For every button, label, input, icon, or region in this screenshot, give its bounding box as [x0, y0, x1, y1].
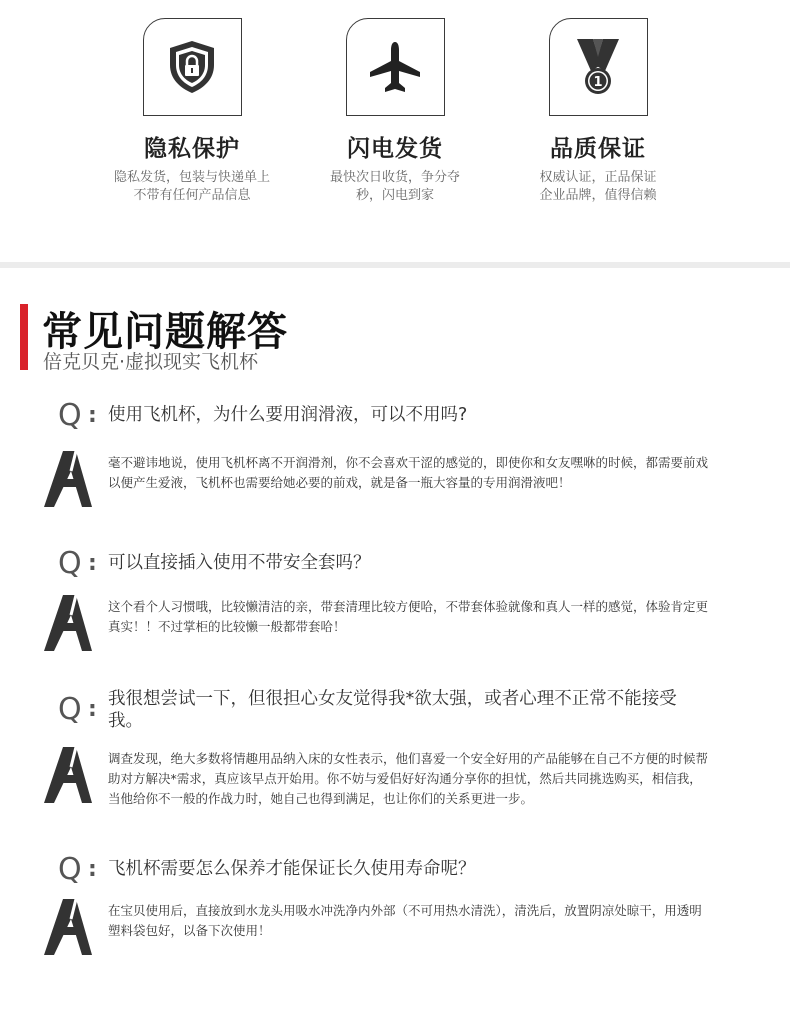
question-mark-label: Q	[58, 852, 82, 887]
feature-quality	[498, 18, 698, 205]
answer-a-icon	[44, 897, 92, 955]
feature-desc: 隐私发货，包装与快递单上 不带有任何产品信息	[113, 170, 270, 203]
feature-desc: 最快次日收货，争分夺 秒，闪电到家	[329, 170, 460, 203]
svg-text:1: 1	[593, 75, 603, 90]
question-colon: :	[88, 551, 97, 576]
question-colon: :	[88, 857, 97, 882]
feature-privacy	[92, 18, 292, 205]
question-mark-label: Q	[58, 692, 82, 727]
feature-title: 隐私保护	[144, 136, 240, 162]
answer-a-icon	[44, 593, 92, 651]
question-mark-label: Q	[58, 398, 82, 433]
answer-text: 毫不避讳地说，使用飞机杯离不开润滑剂，你不会喜欢干涩的感觉的，即使你和女友嘿咻的时候，都需要前戏以便产生爱液，飞机杯也需要给她必要的前戏，就是备一瓶大容量的专用润滑液吧！	[108, 455, 709, 490]
feature-icon-box	[143, 18, 242, 116]
answer-a-icon	[44, 745, 92, 803]
feature-desc: 权威认证，正品保证 企业品牌，值得信赖	[539, 170, 657, 203]
question-text: 使用飞机杯，为什么要用润滑液，可以不用吗?	[108, 405, 468, 425]
answer-a-icon	[44, 449, 92, 507]
question-colon: :	[88, 697, 97, 722]
answer-text: 调查发现，绝大多数将情趣用品纳入床的女性表示，他们喜爱一个安全好用的产品能够在自己不方便的时候帮助对方解决*需求，真应该早点开始用。你不妨与爱侣好好沟通分享你的担忧，然后共同挑选购买，相信我，当他给你不一般的作战力时，她自己也得到满足，也让你们的关系更进一步。	[108, 751, 709, 806]
feature-icon-box	[549, 18, 648, 116]
feature-title: 品质保证	[550, 136, 646, 162]
shield-lock-icon	[167, 39, 217, 95]
question-text: 可以直接插入使用不带安全套吗？	[108, 553, 371, 573]
section-divider	[0, 262, 790, 268]
feature-strip	[0, 0, 790, 262]
question-text: 我很想尝试一下，但很担心女友觉得我*欲太强，或者心理不正常不能接受我。	[108, 689, 677, 731]
question-mark-label: Q	[58, 546, 82, 581]
feature-shipping	[295, 18, 495, 205]
feature-title: 闪电发货	[347, 136, 443, 162]
page-title: 常见问题解答	[42, 309, 288, 355]
answer-text: 在宝贝使用后，直接放到水龙头用吸水冲洗净内外部（不可用热水清洗），清洗后，放置阴凉处晾干，用透明塑料袋包好，以备下次使用！	[108, 903, 702, 938]
feature-icon-box	[346, 18, 445, 116]
accent-bar	[20, 304, 28, 370]
question-text: 飞机杯需要怎么保养才能保证长久使用寿命呢？	[108, 859, 476, 879]
answer-text: 这个看个人习惯哦，比较懒清洁的亲，带套清理比较方便哈，不带套体验就像和真人一样的感觉，体验肯定更真实！！不过掌柜的比较懒一般都带套哈！	[108, 599, 709, 634]
medal-icon	[573, 35, 623, 99]
page-subtitle: 倍克贝克·虚拟现实飞机杯	[43, 351, 259, 373]
question-colon: :	[88, 403, 97, 428]
airplane-icon	[367, 39, 423, 95]
